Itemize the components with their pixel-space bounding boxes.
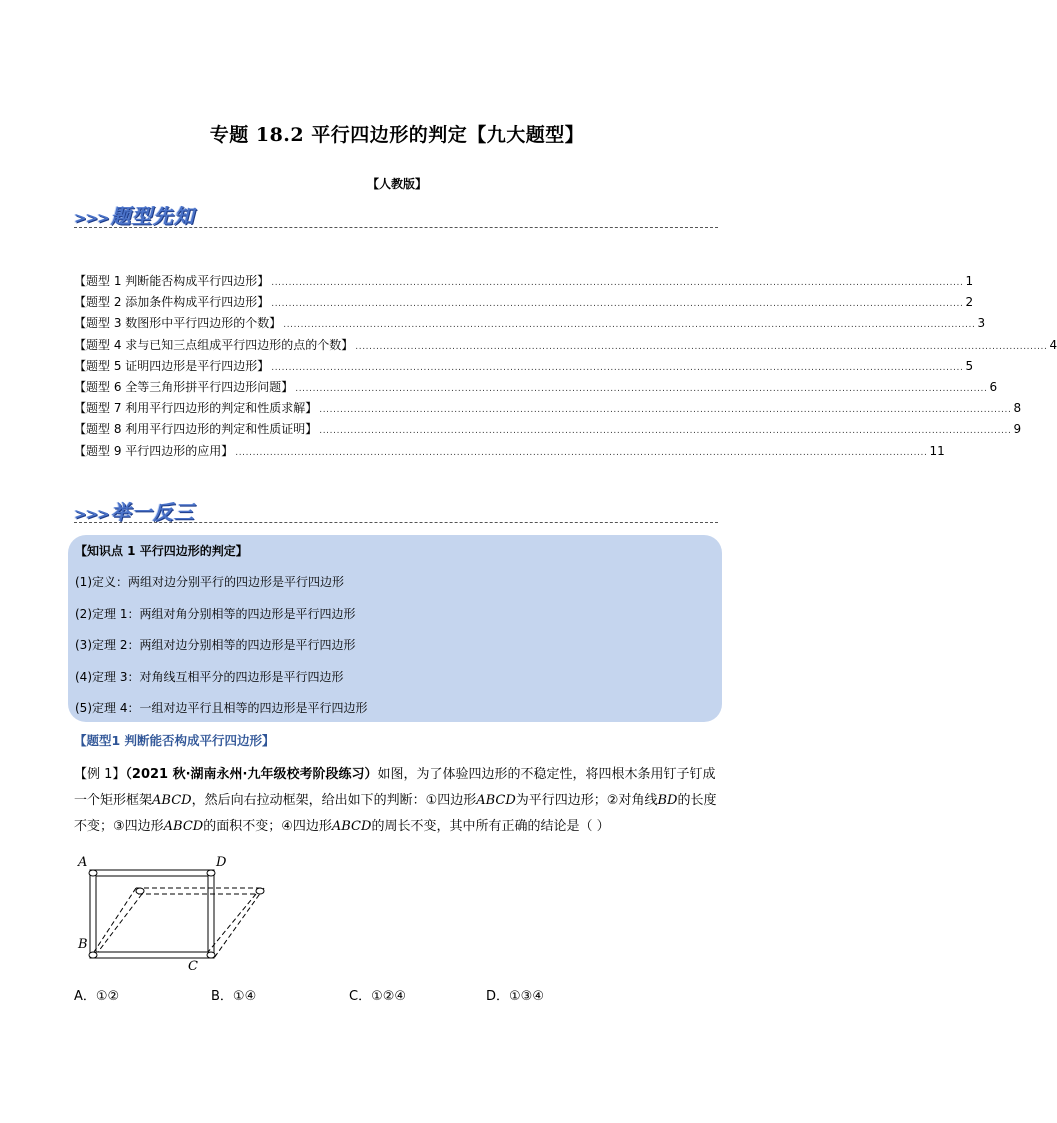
- nail-icon: [89, 952, 97, 958]
- triple-arrow-icon: >>>: [74, 209, 109, 227]
- toc-entry[interactable]: 【题型 2 添加条件构成平行四边形】 ........................................................................................................................................................................................................ 2: [74, 295, 974, 310]
- overview-banner: [74, 200, 195, 229]
- frame-inner: [96, 876, 208, 952]
- toc-entry[interactable]: 【题型 3 数图形中平行四边形的个数】 ........................................................................................................................................................................................................ 3: [74, 316, 986, 331]
- toc-entry[interactable]: 【题型 9 平行四边形的应用】 ........................................................................................................................................................................................................ 11: [74, 443, 945, 458]
- option-b[interactable]: B．①④: [211, 989, 257, 1004]
- overview-banner-text: 题型先知: [110, 204, 195, 228]
- nail-icon: [207, 952, 215, 958]
- practice-banner: [74, 496, 195, 525]
- example-text: 【例 1】（2021 秋·湖南永州·九年级校考阶段练习）如图，为了体验四边形的不稳定性，将四根木条用钉子钉成一个矩形框架ABCD，然后向右拉动框架，给出如下的判断：①四边形ABCD为平行四边形；②对角线BD的长度不变；③四边形ABCD的面积不变；④四边形ABCD的周长不变，其中所有正确的结论是（ ）: [74, 767, 717, 834]
- vertex-label-c: C: [188, 959, 198, 974]
- dot-leader: ........................................................................................................................................................................................................: [271, 362, 964, 373]
- dot-leader: ........................................................................................................................................................................................................: [355, 341, 1048, 352]
- triple-arrow-icon: >>>: [74, 505, 109, 523]
- toc-entry[interactable]: 【题型 6 全等三角形拼平行四边形问题】 ........................................................................................................................................................................................................ 6: [74, 379, 998, 394]
- nail-icon: [136, 888, 144, 894]
- toc-entry[interactable]: 【题型 4 求与已知三点组成平行四边形的点的个数】 ........................................................................................................................................................................................................ 4: [74, 337, 1057, 352]
- dot-leader: ........................................................................................................................................................................................................: [319, 405, 1012, 416]
- knowledge-heading: 【知识点 1 平行四边形的判定】: [75, 544, 248, 558]
- option-d[interactable]: D．①③④: [486, 989, 544, 1004]
- knowledge-item: (3)定理 2：两组对边分别相等的四边形是平行四边形: [75, 638, 356, 652]
- nail-icon: [207, 870, 215, 876]
- example-source: （2021 秋·湖南永州·九年级校考阶段练习）: [125, 767, 378, 782]
- dot-leader: ........................................................................................................................................................................................................: [271, 278, 964, 288]
- vertex-label-a: A: [78, 855, 88, 870]
- dot-leader: ........................................................................................................................................................................................................: [271, 299, 964, 310]
- knowledge-item: (1)定义：两组对边分别平行的四边形是平行四边形: [75, 575, 344, 589]
- knowledge-item: (5)定理 4：一组对边平行且相等的四边形是平行四边形: [75, 701, 368, 715]
- vertex-label-d: D: [216, 855, 227, 870]
- dot-leader: ........................................................................................................................................................................................................: [319, 426, 1012, 437]
- option-a[interactable]: A．①②: [74, 989, 120, 1004]
- dashed-parallelogram: [90, 888, 264, 958]
- divider: [74, 227, 718, 228]
- toc-entry[interactable]: 【题型 5 证明四边形是平行四边形】 ........................................................................................................................................................................................................ 5: [74, 358, 974, 373]
- frame-figure: [72, 852, 272, 976]
- toc-entry[interactable]: 【题型 7 利用平行四边形的判定和性质求解】 ........................................................................................................................................................................................................ 8: [74, 401, 1022, 416]
- dot-leader: ........................................................................................................................................................................................................: [283, 320, 976, 331]
- type1-heading: 【题型1 判断能否构成平行四边形】: [74, 733, 275, 748]
- dot-leader: ........................................................................................................................................................................................................: [295, 383, 988, 394]
- knowledge-box: [68, 535, 722, 722]
- edition-label: 【人教版】: [366, 177, 427, 191]
- nail-icon: [256, 888, 264, 894]
- example-label: 【例 1】: [74, 767, 126, 782]
- vertex-label-b: B: [78, 937, 88, 952]
- dot-leader: ........................................................................................................................................................................................................: [235, 447, 928, 458]
- practice-banner-text: 举一反三: [110, 500, 195, 524]
- rectangle-frame-diagram: [72, 852, 272, 972]
- knowledge-item: (4)定理 3：对角线互相平分的四边形是平行四边形: [75, 670, 344, 684]
- option-c[interactable]: C．①②④: [349, 989, 407, 1004]
- divider: [74, 522, 718, 523]
- document-title: 专题 18.2 平行四边形的判定【九大题型】: [209, 124, 585, 146]
- knowledge-item: (2)定理 1：两组对角分别相等的四边形是平行四边形: [75, 607, 356, 621]
- nail-icon: [89, 870, 97, 876]
- toc-entry[interactable]: 【题型 1 判断能否构成平行四边形】 ........................................................................................................................................................................................................ 1: [74, 274, 974, 288]
- toc-entry[interactable]: 【题型 8 利用平行四边形的判定和性质证明】 ........................................................................................................................................................................................................ 9: [74, 422, 1022, 437]
- frame-outer: [90, 870, 214, 958]
- table-of-contents: [74, 272, 1057, 463]
